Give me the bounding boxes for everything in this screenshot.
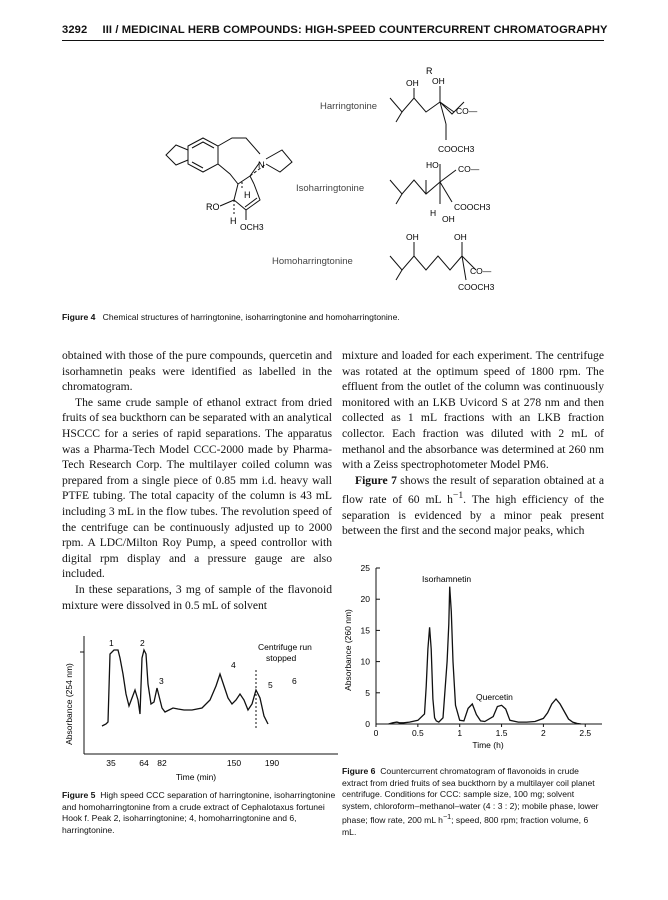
iso-oh: OH <box>442 214 455 224</box>
figure-6-label: Figure 6 <box>342 766 376 776</box>
harr-co: CO— <box>456 106 478 116</box>
harr-oh1: OH <box>406 78 419 88</box>
figure-4-caption <box>62 312 622 322</box>
homo-co: CO— <box>470 266 492 276</box>
isoharringtonine-label: Isoharringtonine <box>296 183 365 194</box>
homo-cooch3: COOCH3 <box>458 282 495 292</box>
fig5-x-tick: 64 <box>139 758 149 768</box>
fig5-annotation-line-2: stopped <box>266 653 297 663</box>
fig6-y-tick-label: 10 <box>360 656 370 667</box>
fig6-x-tick-label: 1 <box>457 728 463 738</box>
fig5-peak-label: 4 <box>231 660 236 670</box>
fig6-x-tick-label: 2.5 <box>579 728 592 738</box>
fig6-y-tick-label: 5 <box>365 687 370 698</box>
fig5-x-tick: 82 <box>157 758 167 768</box>
figure-4-label: Figure 4 <box>62 312 96 322</box>
fig6-x-label: Time (h) <box>472 740 504 750</box>
fig6-y-label: Absorbance (260 nm) <box>343 609 353 691</box>
header-rule <box>62 40 604 41</box>
fig5-peak-label: 5 <box>268 680 273 690</box>
figure-5-caption <box>62 790 338 836</box>
fig6-y-tick-label: 25 <box>360 563 370 573</box>
fig5-annotation-line-1: Centrifuge run <box>258 642 312 652</box>
figure-5-chart <box>62 634 338 784</box>
figure-6-caption-text: Countercurrent chromatogram of flavonoids in crude extract from dried fruits of sea buckthorn by a multilayer coil planet centrifuge. Conditions for CCC: sample size, 100 mg; solvent system, chloroform–methanol–water (4 : 3 : 2); mobile phase, lower phase; flow rate, 200 mL h <box>342 766 599 826</box>
running-header <box>62 24 608 36</box>
figure-6-caption: Figure 6 Countercurrent chromatogram of flavonoids in crude extract from dried fruits of sea buckthorn by a multilayer coil planet centrifuge. Conditions for CCC: sample size, 100 mg; solvent system, chloroform–methanol–water (4 : 3 : 2); mobile phase, lower phase; flow rate, 200 mL $h^{-1}$; speed, 800 rpm; fraction volume, 6 mL. <box>342 766 599 837</box>
fig6-x-tick-label: 0.5 <box>411 728 424 738</box>
left-paragraph-3: In these separations, 3 mg of sample of the flavonoid mixture were dissolved in 0.5 mL of solvent <box>62 582 332 612</box>
left-paragraph-1: obtained with those of the pure compounds, quercetin and isorhamnetin peaks were identified as labelled in the chromatogram. <box>62 349 332 394</box>
fig6-isorhamnetin-label: Isorhamnetin <box>422 574 472 584</box>
fig6-y-tick-label: 0 <box>365 719 370 729</box>
homoharringtonine-label: Homoharringtonine <box>272 256 353 267</box>
fig5-x-tick: 190 <box>264 758 280 768</box>
fig5-y-label: Absorbance (254 nm) <box>64 663 74 745</box>
struct-h2-label: H <box>230 216 237 226</box>
fig5-peak-label: 3 <box>159 676 164 686</box>
figure-5-label: Figure 5 <box>62 790 96 800</box>
right-paragraph-2: Figure 7 shows the result of separation obtained at a flow rate of 60 mL $h^{-1}$. The high efficiency of the separation is evidenced by a minor peak present between the first and the second major peaks, which <box>342 473 605 538</box>
struct-h-label: H <box>244 190 251 200</box>
running-title: III / MEDICINAL HERB COMPOUNDS: HIGH-SPEED COUNTERCURRENT CHROMATOGRAPHY <box>102 24 608 36</box>
harr-oh2: OH <box>432 76 445 86</box>
struct-och3-label: OCH3 <box>240 222 264 232</box>
fig5-trace <box>102 650 268 726</box>
figure-4-caption-text: Chemical structures of harringtonine, isoharringtonine and homoharringtonine. <box>102 312 400 322</box>
fig6-x-tick-label: 2 <box>541 728 546 738</box>
harringtonine-label: Harringtonine <box>320 101 378 112</box>
struct-r-label: R <box>426 66 433 76</box>
iso-h: H <box>430 208 437 218</box>
figure-7-reference[interactable]: Figure 7 <box>355 473 397 487</box>
left-column <box>62 348 332 613</box>
fig6-y-tick-label: 20 <box>360 594 370 605</box>
homo-oh1: OH <box>406 232 419 242</box>
figure-4-structures <box>60 58 620 308</box>
iso-co: CO— <box>458 164 480 174</box>
fig5-peak-label: 2 <box>140 638 145 648</box>
figure-5-caption-text: High speed CCC separation of harringtonine, isoharringtonine and homoharringtonine from a crude extract of Cephalotaxus fortunei Hook f. Peak 2, isoharringtonine; 4, homoharringtonine and 6, harringtonine. <box>62 790 336 835</box>
harr-cooch3: COOCH3 <box>438 144 475 154</box>
iso-cooch3: COOCH3 <box>454 202 491 212</box>
left-paragraph-2: The same crude sample of ethanol extract from dried fruits of sea buckthorn can be separated with an analytical HSCCC for a series of rapid separations. The apparatus was a Pharma-Tech Model CCC-2000 made by Pharma-Tech Research Corp. The multilayer coiled column was prepared from a single piece of 0.85 mm i.d. heavy wall PTFE tubing. The total capacity of the column is 43 mL including 3 mL in the flow tubes. The revolution speed of the centrifuge can be continuously adjusted up to 2000 rpm. A LDC/Milton Roy Pump, a speed controllor with digital rpm display and a pressure gauge are also included. <box>62 395 332 581</box>
fig6-y-tick-label: 15 <box>360 625 370 636</box>
right-paragraph-1: mixture and loaded for each experiment. The centrifuge was rotated at the optimum speed of 1800 rpm. The effluent from the outlet of the column was continuously monitored with an LKB Uvicord S at 278 nm and then collected as 1 mL fractions with an LKB fraction collector. Each fraction was diluted with 2 mL of methanol and the absorbance was determined at 260 nm with a Zeiss spectrophotometer Model PM6. <box>342 349 604 472</box>
fig6-trace <box>389 587 581 724</box>
fig6-quercetin-label: Quercetin <box>476 692 513 702</box>
fig5-x-tick: 150 <box>226 758 242 768</box>
fig5-peak-label: 6 <box>292 676 297 686</box>
right-column <box>342 348 604 539</box>
fig6-x-tick-label: 1.5 <box>495 728 508 738</box>
figure-6-chart <box>340 560 610 760</box>
iso-ho: HO <box>426 160 439 170</box>
struct-ro-label: RO <box>206 202 220 212</box>
page-number: 3292 <box>62 24 88 36</box>
fig5-x-label: Time (min) <box>175 772 217 782</box>
fig5-peak-label: 1 <box>109 638 114 648</box>
fig6-x-tick-label: 0 <box>373 728 379 738</box>
struct-n-label: N <box>258 160 265 170</box>
homo-oh2: OH <box>454 232 467 242</box>
fig5-x-tick: 35 <box>106 758 116 768</box>
